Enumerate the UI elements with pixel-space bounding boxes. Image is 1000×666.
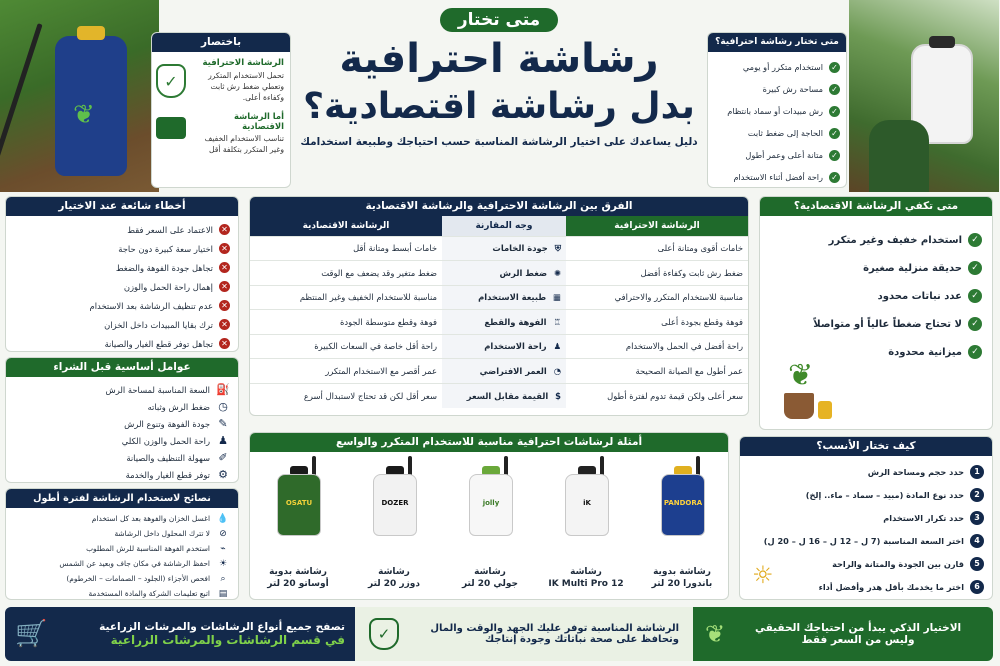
pro-cell: عمر أطول مع الصيانة الصحيحة: [567, 359, 749, 384]
comparison-table: [251, 216, 749, 408]
wallet-icon: [157, 117, 187, 139]
footer-shop-line2: في قسم الرشاشات والمرشات الزراعية: [111, 633, 346, 647]
footer-shop-line1: تصفح جميع أنواع الرشاشات والمرشات الزراعية: [100, 621, 346, 633]
hero-photo-blue-sprayer: [0, 0, 160, 192]
pro-cell: مناسبة للاستخدام المتكرر والاحترافي: [567, 285, 749, 310]
pro-cell: خامات أقوى ومتانة أعلى: [567, 236, 749, 261]
step-number: 6: [971, 580, 985, 594]
list-item: ✕ عدم تنظيف الرشاشة بعد الاستخدام: [15, 296, 231, 315]
product-name: رشاشة IK Multi Pro 12: [549, 567, 625, 589]
table-row: [251, 310, 749, 335]
shield-check-icon: ✓: [370, 618, 400, 650]
list-item: ▤ اتبع تعليمات الشركة والمادة المستخدمة: [15, 586, 231, 600]
person-icon: ♟: [219, 434, 229, 447]
product-card[interactable]: [253, 452, 345, 590]
comparison-card: [250, 196, 750, 416]
list-item: ✕ ترك بقايا المبيدات داخل الخزان: [15, 315, 231, 334]
col-aspect-header: وجه المقارنة: [443, 216, 567, 236]
summary-eco: [153, 103, 291, 155]
clock-icon: ◔: [554, 365, 562, 376]
pressure-icon: ✺: [554, 267, 562, 278]
check-icon: ✓: [830, 84, 841, 95]
list-item: ⛽ السعة المناسبة لمساحة الرش: [106, 383, 231, 396]
summary-pro-line: وتعطي ضغط رش ثابت: [211, 82, 285, 91]
eco-cell: عمر أقصر مع الاستخدام المتكرر: [251, 359, 443, 384]
pro-cell: راحة أفضل في الحمل والاستخدام: [567, 334, 749, 359]
table-row: [251, 334, 749, 359]
step-item: 3 حدد تكرار الاستخدام: [749, 506, 985, 529]
step-number: 4: [971, 534, 985, 548]
list-item: ✓ راحة أفضل أثناء الاستخدام: [715, 166, 841, 188]
tips-title: نصائح لاستخدام الرشاشة لفترة أطول: [7, 489, 239, 508]
page-title-line2: بدل رشاشة اقتصادية؟: [304, 86, 696, 127]
product-label: jolly: [483, 499, 501, 507]
footer-left-line1: الاختيار الذكي يبدأ من احتياجك الحقيقي: [755, 622, 963, 634]
leaf-logo-icon: ❦: [74, 100, 96, 130]
step-item: 4 اختر السعة المناسبة (7 ل – 12 ل – 16 ل – 20 ل): [749, 529, 985, 552]
table-row: [251, 359, 749, 384]
examples-title: أمثلة لرشاشات احترافية مناسبة للاستخدام المتكرر والواسع: [251, 433, 729, 452]
check-icon: ✓: [830, 150, 841, 161]
shield-icon: ⛨: [555, 242, 562, 253]
check-icon: ✓: [969, 261, 983, 275]
farmer-figure: [870, 120, 930, 192]
comparison-title: الفرق بين الرشاشة الاحترافية والرشاشة الاقتصادية: [251, 197, 749, 216]
spray-wand: [0, 23, 44, 177]
list-item: ✓ لا تحتاج ضغطاً عالياً أو متواصلاً: [771, 310, 983, 338]
product-name: رشاشة جولي 20 لتر: [462, 567, 520, 589]
eco-cell: مناسبة للاستخدام الخفيف وغير المنتظم: [251, 285, 443, 310]
check-icon: ✓: [830, 128, 841, 139]
factors-title: عوامل أساسية قبل الشراء: [7, 358, 239, 377]
pot-icon: [785, 393, 815, 419]
money-bag-icon: $: [556, 390, 562, 401]
step-item: 1 حدد حجم ومساحة الرش: [749, 460, 985, 483]
footer-shop-link[interactable]: [6, 607, 356, 661]
page-subtitle: دليل يساعدك على اختيار الرشاشة المناسبة حسب احتياجك وطبيعة استخدامك: [301, 136, 699, 148]
check-icon: ✓: [969, 289, 983, 303]
when-pro-list: [709, 52, 847, 188]
product-card[interactable]: [445, 452, 537, 590]
footer-message: [356, 607, 694, 661]
cart-icon: 🛒: [16, 619, 49, 649]
x-icon: ✕: [220, 281, 231, 292]
list-item: ⌁ استخدم الفوهة المناسبة للرش المطلوب: [15, 541, 231, 556]
mistakes-list: [7, 216, 239, 352]
table-row: [251, 383, 749, 408]
magnifier-icon: ⌕: [221, 573, 227, 584]
summary-eco-line: وغير المتكرر بتكلفة أقل: [209, 145, 285, 154]
check-icon: ✓: [969, 345, 983, 359]
step-number: 2: [971, 488, 985, 502]
hero-photo-farmer-sprayer: [850, 0, 1000, 192]
pro-cell: فوهة وقطع بجودة أعلى: [567, 310, 749, 335]
eco-cell: راحة أقل خاصة في السعات الكبيرة: [251, 334, 443, 359]
step-item: 5 قارن بين الجودة والمتانة والراحة: [749, 552, 985, 575]
list-item: ☀ احفظ الرشاشة في مكان جاف وبعيد عن الشمس: [15, 556, 231, 571]
summary-pro: [153, 52, 291, 103]
check-icon: ✓: [830, 62, 841, 73]
product-label: OSATU: [286, 499, 314, 507]
lightbulb-icon: ☼: [753, 561, 775, 589]
eco-cell: ضغط متغير وقد يضعف مع الوقت: [251, 261, 443, 286]
document-icon: ▤: [219, 588, 229, 599]
tips-list: [7, 508, 239, 600]
product-card[interactable]: [637, 452, 729, 590]
aspect-cell: ♟ راحة الاستخدام: [443, 334, 567, 359]
product-name: رشاشة بدوية أوساتو 20 لتر: [268, 567, 330, 589]
aspect-cell: ♖ الفوهة والقطع: [443, 310, 567, 335]
pro-cell: سعر أعلى ولكن قيمة تدوم لفترة أطول: [608, 390, 744, 401]
aspect-cell: ✺ ضغط الرش: [443, 261, 567, 286]
plant-coins-illustration: [771, 359, 831, 423]
list-item: ✓ رش مبيدات أو سماد بانتظام: [715, 100, 841, 122]
sprayer-cap: [78, 26, 106, 40]
check-icon: ✓: [830, 106, 841, 117]
check-icon: ✓: [969, 317, 983, 331]
how-choose-steps: [741, 456, 993, 598]
list-item: ✓ الحاجة إلى ضغط ثابت: [715, 122, 841, 144]
drop-icon: 💧: [218, 513, 230, 524]
x-icon: ✕: [220, 338, 231, 349]
mistakes-title: أخطاء شائعة عند الاختيار: [7, 197, 239, 216]
eco-cell: فوهة وقطع متوسطة الجودة: [251, 310, 443, 335]
list-item: ✕ تجاهل جودة الفوهة والضغط: [15, 258, 231, 277]
gauge-icon: ◷: [219, 400, 229, 413]
product-label: DOZER: [382, 499, 410, 507]
list-item: ✕ اختيار سعة كبيرة دون حاجة: [15, 239, 231, 258]
product-name: رشاشة دوزر 20 لتر: [368, 567, 422, 589]
product-name: رشاشة بدوية باندورا 20 لتر: [652, 567, 714, 589]
x-icon: ✕: [220, 300, 231, 311]
list-item: ✓ مساحة رش كبيرة: [715, 78, 841, 100]
list-item: ✓ عدد نباتات محدود: [771, 282, 983, 310]
shield-check-icon: ✓: [157, 64, 187, 98]
coins-icon: [819, 401, 833, 419]
summary-eco-title: أما الرشاشة الاقتصادية: [234, 111, 285, 131]
list-item: ✓ استخدام متكرر أو يومي: [715, 56, 841, 78]
tank-icon: ⛽: [217, 383, 231, 396]
title-block: [300, 6, 700, 186]
person-icon: ♟: [554, 341, 562, 352]
product-card[interactable]: [541, 452, 633, 590]
aspect-cell: $ القيمة مقابل السعر: [443, 383, 567, 408]
gear-icon: ⚙: [219, 468, 229, 481]
table-header-row: [251, 216, 749, 236]
factors-list: [7, 377, 239, 483]
when-eco-list: [761, 216, 993, 366]
footer-mid-line1: الرشاشة المناسبة توفر عليك الجهد والوقت والمال: [431, 623, 680, 634]
calendar-icon: ▦: [554, 292, 562, 303]
pro-cell: ضغط رش ثابت وكفاءة أفضل: [567, 261, 749, 286]
list-item: ✕ الاعتماد على السعر فقط: [15, 220, 231, 239]
tips-card: [6, 488, 240, 600]
aspect-cell: ◔ العمر الافتراضي: [443, 359, 567, 384]
leaf-icon: ❦: [706, 620, 727, 648]
list-item: ⚙ توفر قطع الغيار والخدمة: [15, 466, 231, 483]
how-choose-card: [740, 436, 994, 600]
examples-card: [250, 432, 730, 600]
x-icon: ✕: [220, 224, 231, 235]
list-item: ✕ تجاهل توفر قطع الغيار والصيانة: [15, 334, 231, 352]
when-eco-title: متى تكفي الرشاشة الاقتصادية؟: [761, 197, 993, 216]
product-label: iK: [584, 499, 592, 507]
table-row: [251, 261, 749, 286]
step-number: 3: [971, 511, 985, 525]
list-item: ◷ ضغط الرش وثباته: [15, 398, 231, 415]
aspect-cell: ⛨ جودة الخامات: [443, 236, 567, 261]
list-item: 💧 اغسل الخزان والفوهة بعد كل استخدام: [92, 513, 230, 524]
when-pro-title: متى تختار رشاشة احترافية؟: [709, 33, 847, 52]
mistakes-card: [6, 196, 240, 352]
list-item: ✐ سهولة التنظيف والصيانة: [15, 449, 231, 466]
product-card[interactable]: [349, 452, 441, 590]
list-item: ✓ حديقة منزلية صغيرة: [771, 254, 983, 282]
list-item: ⌕ افحص الأجزاء (الجلود – الصمامات – الخرطوم): [15, 571, 231, 586]
list-item: ♟ راحة الحمل والوزن الكلي: [15, 432, 231, 449]
step-number: 1: [971, 465, 985, 479]
table-row: [251, 285, 749, 310]
summary-eco-line: تناسب الاستخدام الخفيف: [205, 134, 285, 143]
title-badge: متى تختار: [441, 8, 559, 32]
x-icon: ✕: [220, 262, 231, 273]
summary-pro-title: الرشاشة الاحترافية: [203, 58, 285, 68]
sprayer-cap: [930, 36, 956, 48]
examples-row: [251, 452, 729, 598]
check-icon: ✓: [969, 233, 983, 247]
nozzle-icon: ♖: [554, 316, 562, 327]
eco-cell: سعر أقل لكن قد تحتاج لاستبدال أسرع: [304, 390, 438, 401]
list-item: ✓ ميزانية محدودة: [771, 338, 983, 366]
when-eco-card: [760, 196, 994, 430]
product-label: PANDORA: [664, 499, 704, 507]
summary-card: [152, 32, 292, 188]
no-icon: ⦸: [220, 528, 228, 539]
x-icon: ✕: [220, 319, 231, 330]
table-row: [251, 236, 749, 261]
list-item: ✓ استخدام خفيف وغير متكرر: [771, 226, 983, 254]
summary-pro-line: تحمل الاستخدام المتكرر: [209, 71, 285, 80]
list-item: ✓ متانة أعلى وعمر أطول: [715, 144, 841, 166]
list-item: ✎ جودة الفوهة وتنوع الرش: [15, 415, 231, 432]
how-choose-title: كيف تختار الأنسب؟: [741, 437, 993, 456]
sun-icon: ☀: [219, 558, 229, 569]
summary-pro-line: وكفاءة أعلى.: [243, 93, 285, 102]
footer-mid-line2: وتحافظ على صحة نباتاتك وجودة إنتاجك: [486, 634, 680, 645]
brush-icon: ✐: [219, 451, 229, 464]
footer-tagline: [694, 607, 994, 661]
when-pro-card: [708, 32, 848, 188]
footer-bar: [6, 607, 994, 661]
x-icon: ✕: [220, 243, 231, 254]
eco-cell: خامات أبسط ومتانة أقل: [251, 236, 443, 261]
check-icon: ✓: [830, 172, 841, 183]
summary-title: باختصار: [153, 33, 291, 52]
list-item: ✕ إهمال راحة الحمل والوزن: [15, 277, 231, 296]
step-number: 5: [971, 557, 985, 571]
nozzle-icon: ⌁: [221, 543, 227, 554]
step-item: 6 اختر ما يخدمك بأقل هدر وأفضل أداء: [749, 575, 985, 598]
footer-left-line2: وليس من السعر فقط: [802, 634, 916, 646]
page-title: رشاشة احترافية: [340, 36, 660, 82]
step-item: 2 حدد نوع المادة (مبيد – سماد – ماء.. إلخ): [749, 483, 985, 506]
col-pro-header: الرشاشة الاحترافية: [567, 216, 749, 236]
aspect-cell: ▦ طبيعة الاستخدام: [443, 285, 567, 310]
list-item: ⦸ لا تترك المحلول داخل الرشاشة: [15, 526, 231, 541]
factors-card: [6, 357, 240, 483]
plant-icon: ❦: [789, 358, 815, 393]
nozzle-icon: ✎: [219, 417, 229, 430]
col-eco-header: الرشاشة الاقتصادية: [251, 216, 443, 236]
